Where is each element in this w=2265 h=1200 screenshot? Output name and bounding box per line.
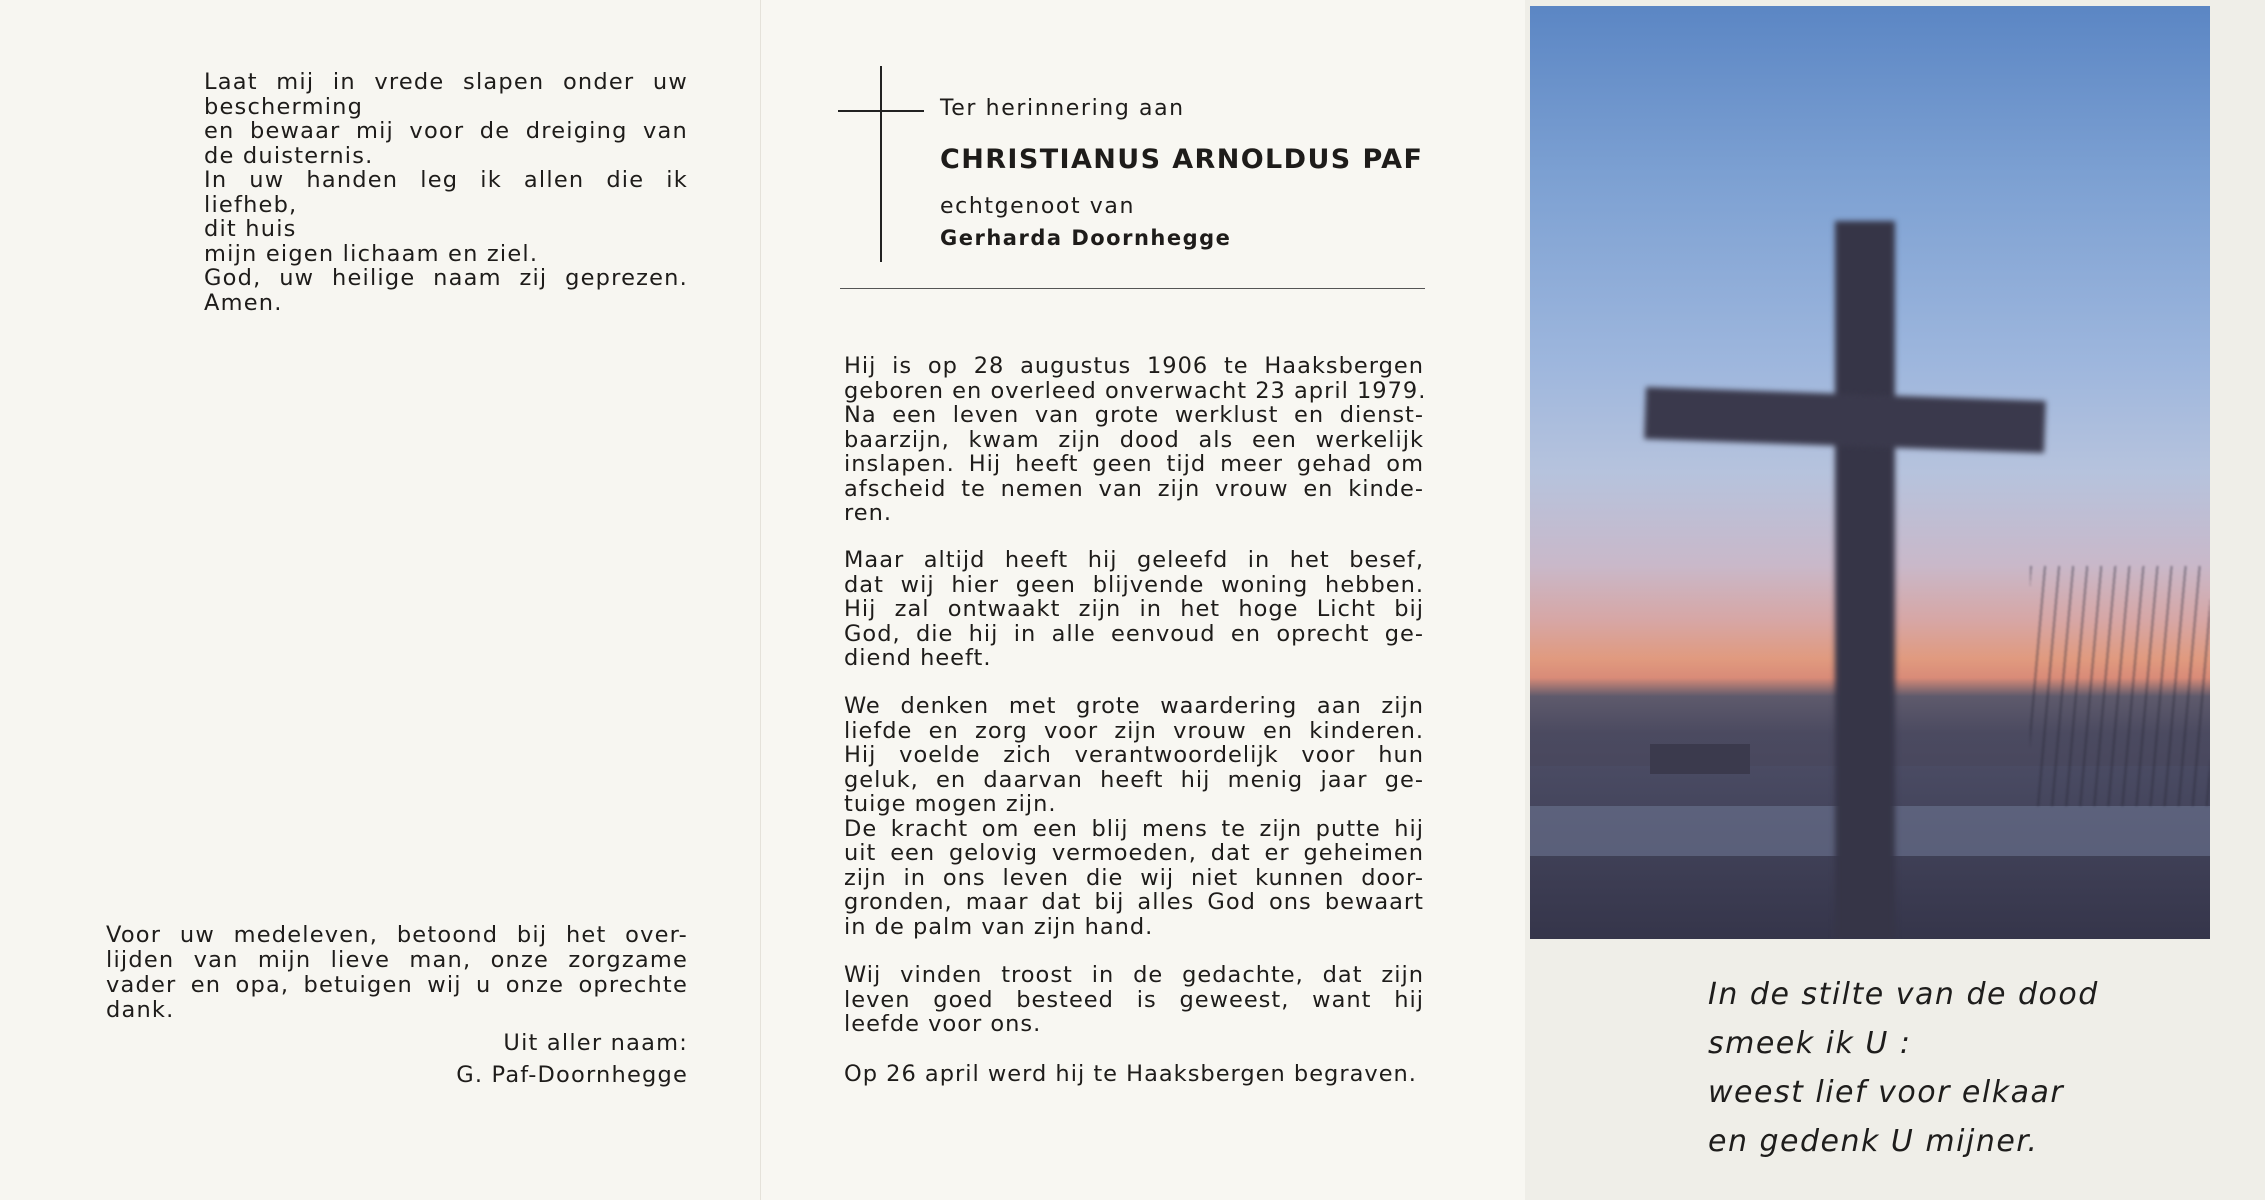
bio-line: God, die hij in alle eenvoud en oprecht ge- — [844, 620, 1424, 647]
bio-line: geluk, en daarvan heeft hij menig jaar ge- — [844, 766, 1424, 793]
bio-paragraph-3 — [844, 694, 1424, 939]
bio-line: in de palm van zijn hand. — [844, 913, 1154, 940]
bio-line: Hij is op 28 augustus 1906 te Haaksbergen — [844, 353, 1424, 379]
bio-line: Maar altijd heeft hij geleefd in het besef, — [844, 547, 1424, 573]
bio-line: leefde voor ons. — [844, 1011, 1042, 1037]
prayer-line: en bewaar mij voor de dreiging van — [204, 118, 688, 144]
bio-line: Hij zal ontwaakt zijn in het hoge Licht bij — [844, 596, 1424, 622]
photo-trees — [2030, 566, 2210, 806]
bio-line: diend heeft. — [844, 645, 992, 671]
prayer-line: mijn eigen lichaam en ziel. — [204, 240, 539, 267]
verse-line: In de stilte van de dood — [1708, 977, 2099, 1012]
photo-cross-crossbeam — [1644, 387, 2046, 453]
prayer-line: Laat mij in vrede slapen onder uw — [204, 69, 688, 95]
thanks-line: Voor uw medeleven, betoond bij het over- — [106, 922, 688, 948]
bio-line: afscheid te nemen van zijn vrouw en kinde- — [844, 475, 1424, 502]
prayer-text — [204, 70, 688, 315]
bio-paragraph-2 — [844, 548, 1424, 671]
cross-symbol-horizontal — [838, 110, 924, 112]
verse-line: smeek ik U : — [1708, 1026, 1912, 1061]
bio-line: liefde en zorg voor zijn vrouw en kinderen. — [844, 717, 1424, 744]
bio-line: We denken met grote waardering aan zijn — [844, 693, 1424, 719]
signoff-label: Uit aller naam: — [503, 1030, 688, 1056]
thanks-text — [106, 923, 688, 1023]
bio-line: inslapen. Hij heeft geen tijd meer gehad om — [844, 451, 1424, 477]
bio-line: zijn in ons leven die wij niet kunnen door- — [844, 864, 1424, 891]
thanks-line: dank. — [106, 997, 175, 1023]
prayer-line: In uw handen leg ik allen die ik — [204, 167, 688, 193]
cross-sunset-photo — [1530, 6, 2210, 939]
verse-line: en gedenk U mijner. — [1708, 1124, 2039, 1159]
divider-line — [840, 288, 1425, 289]
photo-farmhouse — [1650, 744, 1750, 774]
bio-line: geboren en overleed onverwacht 23 april 1979. — [844, 377, 1427, 404]
bio-line: leven goed besteed is geweest, want hij — [844, 986, 1424, 1013]
relation-label: echtgenoot van — [940, 194, 1136, 219]
bio-line: Op 26 april werd hij te Haaksbergen begraven. — [844, 1061, 1417, 1087]
bio-line: dat wij hier geen blijvende woning hebben. — [844, 571, 1424, 598]
bio-line: tuige mogen zijn. — [844, 791, 1057, 817]
prayer-line: bescherming — [204, 93, 364, 120]
prayer-line: dit huis — [204, 216, 297, 242]
bio-line: De kracht om een blij mens te zijn putte hij — [844, 815, 1424, 842]
bio-paragraph-1 — [844, 353, 1427, 526]
verse-line: weest lief voor elkaar — [1708, 1075, 2065, 1110]
bio-line: gronden, maar dat bij alles God ons bewaart — [844, 889, 1424, 915]
prayer-line: de duisternis. — [204, 142, 374, 169]
bio-line: Hij voelde zich verantwoordelijk voor hun — [844, 742, 1424, 768]
cross-symbol-vertical — [880, 66, 882, 262]
prayer-line: Amen. — [204, 289, 283, 316]
burial-note — [844, 1062, 1424, 1087]
bio-line: baarzijn, kwam zijn dood als een werkelijk — [844, 426, 1424, 453]
bio-line: uit een gelovig vermoeden, dat er geheimen — [844, 840, 1424, 866]
thanks-line: vader en opa, betuigen wij u onze oprechte — [106, 972, 688, 998]
signoff-name: G. Paf-Doornhegge — [456, 1062, 688, 1088]
bio-line: Na een leven van grote werklust en dienst- — [844, 402, 1424, 428]
thanks-line: lijden van mijn lieve man, onze zorgzame — [106, 947, 688, 973]
bio-paragraph-4 — [844, 963, 1424, 1037]
verse-text — [1708, 970, 2099, 1166]
bio-line: ren. — [844, 500, 893, 526]
remembrance-intro: Ter herinnering aan — [940, 96, 1185, 121]
spouse-name: Gerharda Doornhegge — [940, 226, 1232, 250]
prayer-line: liefheb, — [204, 191, 298, 218]
prayer-line: God, uw heilige naam zij geprezen. — [204, 265, 688, 291]
photo-cross-upright — [1835, 221, 1895, 939]
bio-line: Wij vinden troost in de gedachte, dat zijn — [844, 962, 1424, 988]
deceased-name: CHRISTIANUS ARNOLDUS PAF — [940, 144, 1424, 175]
